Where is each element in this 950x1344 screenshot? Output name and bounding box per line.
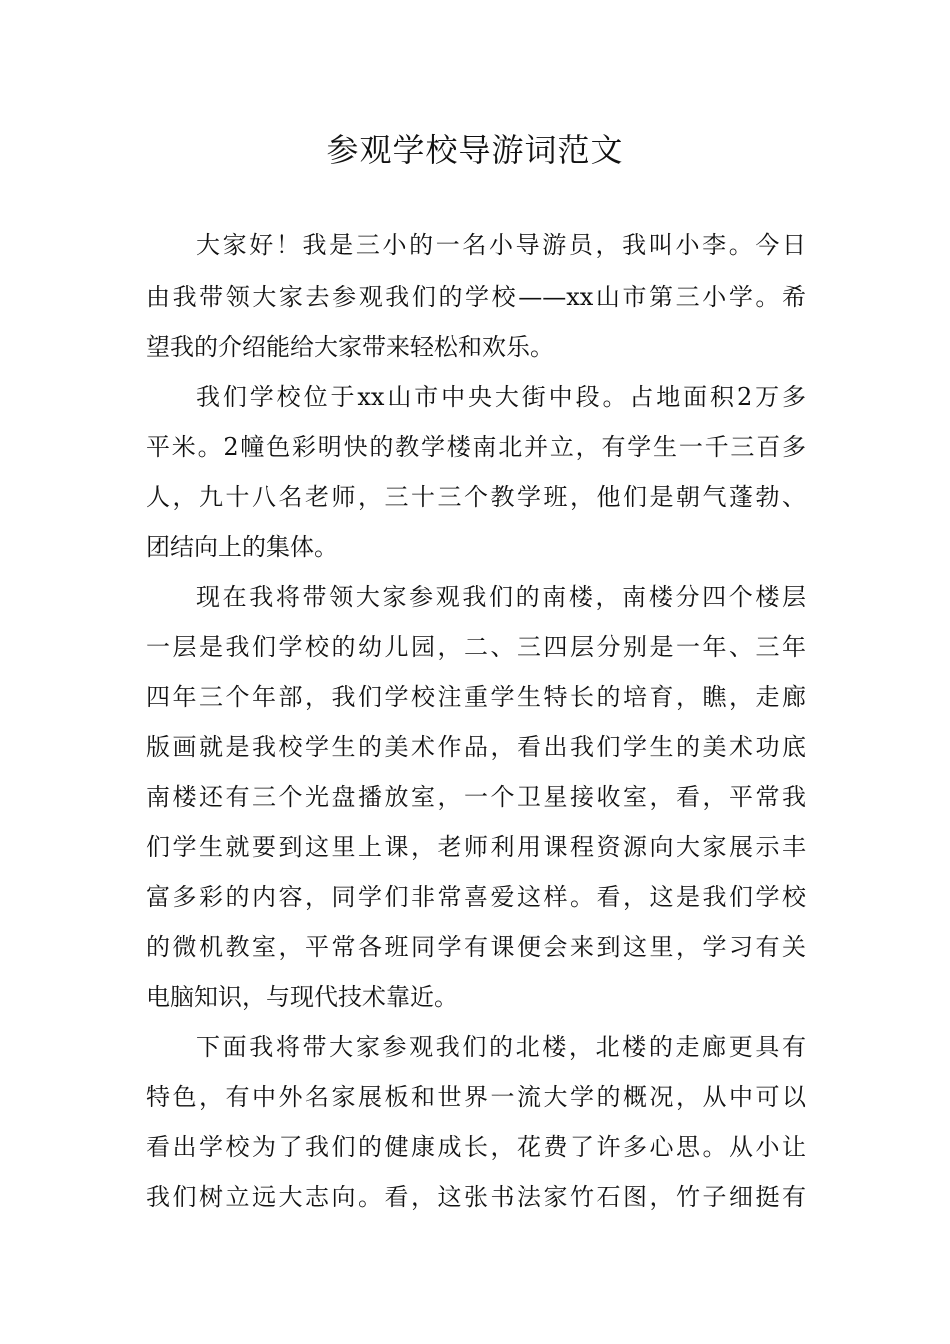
paragraph-3-line-6: 们学生就要到这里上课，老师利用课程资源向大家展示丰 [146, 833, 806, 861]
paragraph-3-line-8: 的微机教室，平常各班同学有课便会来到这里，学习有关 [146, 933, 806, 961]
paragraph-4-line-2: 特色，有中外名家展板和世界一流大学的概况，从中可以 [146, 1083, 806, 1111]
paragraph-4-line-3: 看出学校为了我们的健康成长，花费了许多心思。从小让 [146, 1133, 806, 1161]
paragraph-3-line-2: 一层是我们学校的幼儿园，二、三四层分别是一年、三年 [146, 633, 806, 661]
paragraph-3-line-9: 电脑知识，与现代技术靠近。 [146, 983, 458, 1011]
paragraph-2-line-2: 平米。2幢色彩明快的教学楼南北并立，有学生一千三百多 [146, 433, 806, 461]
paragraph-1-line-3: 望我的介绍能给大家带来轻松和欢乐。 [146, 333, 554, 361]
paragraph-1-line-2: 由我带领大家去参观我们的学校——xx山市第三小学。希 [146, 283, 806, 311]
paragraph-3-line-7: 富多彩的内容，同学们非常喜爱这样。看，这是我们学校 [146, 883, 806, 911]
paragraph-4-line-1: 下面我将带大家参观我们的北楼，北楼的走廊更具有 [196, 1033, 806, 1061]
paragraph-2-line-3: 人，九十八名老师，三十三个教学班，他们是朝气蓬勃、 [146, 483, 806, 511]
paragraph-3-line-4: 版画就是我校学生的美术作品，看出我们学生的美术功底 [146, 733, 806, 761]
paragraph-3-line-1: 现在我将带领大家参观我们的南楼，南楼分四个楼层 [196, 583, 806, 611]
document-title: 参观学校导游词范文 [326, 131, 624, 169]
paragraph-1-line-1: 大家好！我是三小的一名小导游员，我叫小李。今日 [196, 231, 806, 259]
paragraph-2-line-4: 团结向上的集体。 [146, 533, 338, 561]
paragraph-3-line-3: 四年三个年部，我们学校注重学生特长的培育，瞧，走廊 [146, 683, 806, 711]
paragraph-4-line-4: 我们树立远大志向。看，这张书法家竹石图，竹子细挺有 [146, 1183, 806, 1211]
paragraph-2-line-1: 我们学校位于xx山市中央大街中段。占地面积2万多 [196, 383, 806, 411]
paragraph-3-line-5: 南楼还有三个光盘播放室，一个卫星接收室，看，平常我 [146, 783, 806, 811]
